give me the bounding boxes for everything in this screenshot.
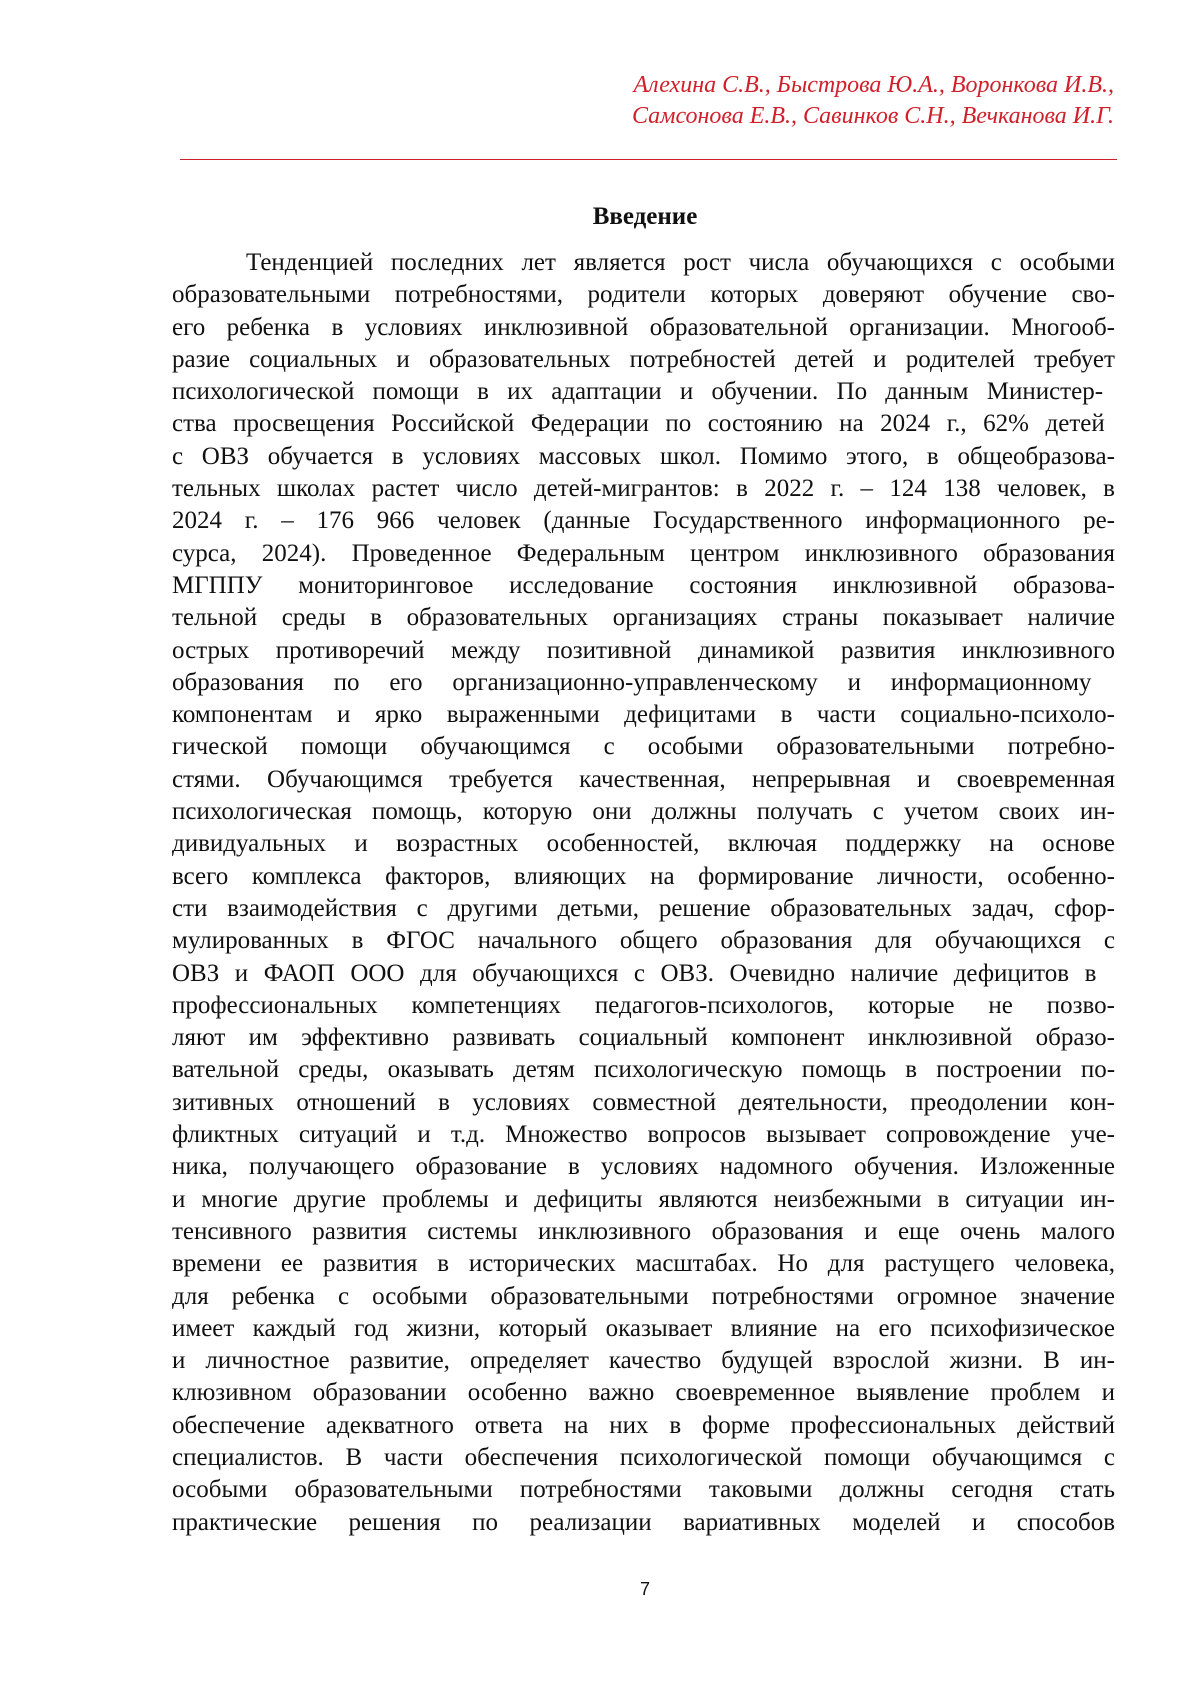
body-text-line: психологической помощи в их адаптации и обучении. По данным Министер- <box>172 378 1104 406</box>
section-title: Введение <box>592 203 698 230</box>
body-text-line: гической помощи обучающимся с особыми образовательными потребно- <box>172 733 1115 761</box>
body-text-line: тельной среды в образовательных организациях страны показывает наличие <box>172 604 1115 632</box>
body-text-line: и многие другие проблемы и дефициты являются неизбежными в ситуации ин- <box>172 1185 1115 1213</box>
body-text-line: профессиональных компетенциях педагогов-психологов, которые не позво- <box>172 991 1115 1019</box>
body-text-line: зитивных отношений в условиях совместной деятельности, преодолении кон- <box>172 1088 1115 1116</box>
body-text-line: мулированных в ФГОС начального общего образования для обучающихся с <box>172 927 1115 955</box>
page-number: 7 <box>639 1579 650 1599</box>
body-text-line: сурса, 2024). Проведенное Федеральным центром инклюзивного образования <box>172 539 1115 567</box>
authors-line-2: Самсонова Е.В., Савинков С.Н., Вечканова И.Г. <box>631 103 1114 129</box>
body-text-line: образования по его организационно-управленческому и информационному <box>172 668 1092 696</box>
body-text-line: специалистов. В части обеспечения психологической помощи обучающимся с <box>172 1443 1116 1471</box>
header-divider <box>180 159 1117 160</box>
body-text-line: Тенденцией последних лет является рост числа обучающихся с особыми <box>246 249 1115 276</box>
body-text-line: клюзивном образовании особенно важно своевременное выявление проблем и <box>172 1379 1115 1407</box>
authors-line-1: Алехина С.В., Быстрова Ю.А., Воронкова И.В., <box>633 72 1114 98</box>
body-text-line: ОВЗ и ФАОП ООО для обучающихся с ОВЗ. Очевидно наличие дефицитов в <box>172 959 1097 987</box>
running-header-authors <box>632 70 1114 132</box>
body-text-line: стями. Обучающимся требуется качественная, непрерывная и своевременная <box>172 765 1115 793</box>
body-text-line: ника, получающего образование в условиях надомного обучения. Изложенные <box>172 1153 1115 1181</box>
body-text-line: дивидуальных и возрастных особенностей, включая поддержку на основе <box>172 830 1115 858</box>
body-text-line: ства просвещения Российской Федерации по состоянию на 2024 г., 62% детей <box>172 410 1105 438</box>
body-text-line: обеспечение адекватного ответа на них в форме профессиональных действий <box>172 1411 1115 1439</box>
body-text-line: сти взаимодействия с другими детьми, решение образовательных задач, сфор- <box>172 894 1115 922</box>
body-text-line: компонентам и ярко выраженными дефицитами в части социально-психоло- <box>172 701 1115 729</box>
body-text-line: времени ее развития в исторических масштабах. Но для растущего человека, <box>172 1250 1115 1278</box>
body-text-line: МГППУ мониторинговое исследование состояния инклюзивной образова- <box>172 571 1116 599</box>
body-text-line: и личностное развитие, определяет качество будущей взрослой жизни. В ин- <box>172 1347 1115 1375</box>
body-text-line: с ОВЗ обучается в условиях массовых школ. Помимо этого, в общеобразова- <box>172 442 1115 470</box>
body-text-line: для ребенка с особыми образовательными потребностями огромное значение <box>172 1282 1116 1310</box>
body-text-line: ляют им эффективно развивать социальный компонент инклюзивной образо- <box>172 1024 1115 1052</box>
body-text-line: всего комплекса факторов, влияющих на формирование личности, особенно- <box>172 862 1116 890</box>
body-text-line: тенсивного развития системы инклюзивного образования и еще очень малого <box>172 1217 1115 1245</box>
body-text-line: разие социальных и образовательных потребностей детей и родителей требует <box>172 345 1115 373</box>
body-text-line: вательной среды, оказывать детям психологическую помощь в построении по- <box>172 1056 1116 1084</box>
body-text-line: имеет каждый год жизни, который оказывает влияние на его психофизическое <box>172 1314 1115 1342</box>
body-text-line: тельных школах растет число детей-мигрантов: в 2022 г. – 124 138 человек, в <box>172 475 1115 503</box>
body-text-line: фликтных ситуаций и т.д. Множество вопросов вызывает сопровождение уче- <box>172 1121 1115 1149</box>
body-text-line: особыми образовательными потребностями таковыми должны сегодня стать <box>172 1476 1116 1504</box>
body-text-line: 2024 г. – 176 966 человек (данные Государственного информационного ре- <box>172 507 1115 535</box>
body-text-line: практические решения по реализации вариативных моделей и способов <box>172 1508 1116 1536</box>
body-text-line: психологическая помощь, которую они должны получать с учетом своих ин- <box>172 798 1115 826</box>
body-text-line: острых противоречий между позитивной динамикой развития инклюзивного <box>172 636 1115 664</box>
body-text-line: образовательными потребностями, родители которых доверяют обучение сво- <box>172 281 1116 309</box>
body-paragraph <box>172 247 1115 1539</box>
body-text-line: его ребенка в условиях инклюзивной образовательной организации. Многооб- <box>172 313 1116 341</box>
